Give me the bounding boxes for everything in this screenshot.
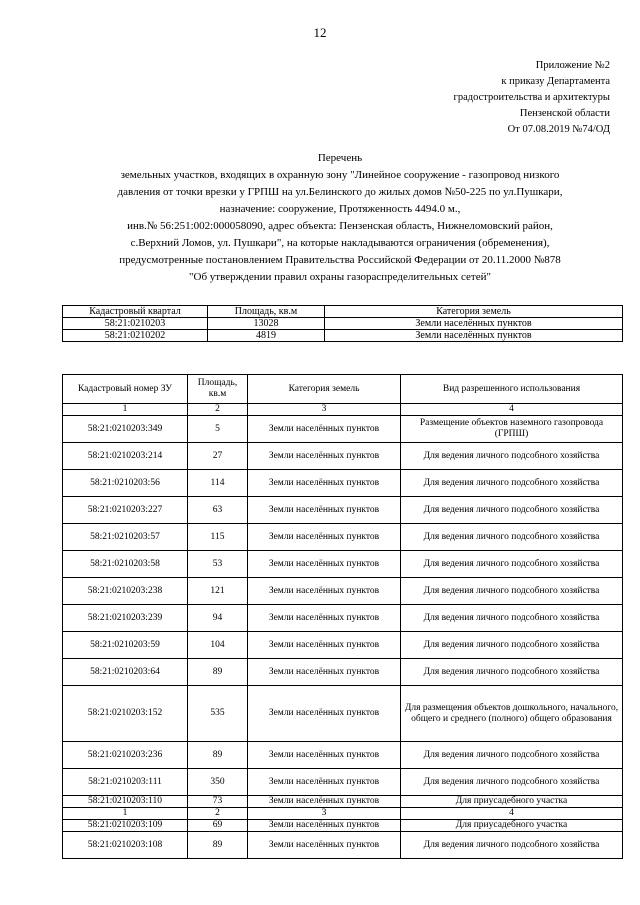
column-header: Площадь, кв.м	[188, 375, 248, 404]
cell-permitted-use: Размещение объектов наземного газопровода (ГРПШ)	[401, 416, 623, 443]
cell-area: 53	[188, 551, 248, 578]
table-row	[63, 497, 623, 524]
cell-cadastral-number: 58:21:0210203:110	[63, 796, 188, 808]
column-header: Кадастровый квартал	[63, 306, 208, 318]
cell-area: 13028	[208, 318, 325, 330]
document-heading	[60, 150, 620, 286]
cell-area: 89	[188, 832, 248, 859]
column-header: Вид разрешенного использования	[401, 375, 623, 404]
cell-permitted-use: Для ведения личного подсобного хозяйства	[401, 578, 623, 605]
heading-title: Перечень	[317, 152, 363, 164]
cell-permitted-use: Для приусадебного участка	[401, 796, 623, 808]
column-number: 4	[401, 404, 623, 416]
appendix-block	[454, 58, 610, 138]
cell-area: 89	[188, 742, 248, 769]
cell-permitted-use: Для ведения личного подсобного хозяйства	[401, 443, 623, 470]
cell-cadastral-number: 58:21:0210203:108	[63, 832, 188, 859]
cell-cadastral-number: 58:21:0210203:349	[63, 416, 188, 443]
cell-category: Земли населённых пунктов	[248, 524, 401, 551]
cell-cadastral-number: 58:21:0210203:239	[63, 605, 188, 632]
cell-cadastral-number: 58:21:0210203:236	[63, 742, 188, 769]
heading-line: земельных участков, входящих в охранную зону "Линейное сооружение - газопровод низкого	[120, 169, 560, 181]
table-row	[63, 318, 623, 330]
cell-cadastral-number: 58:21:0210203:227	[63, 497, 188, 524]
table-row	[63, 443, 623, 470]
heading-line: давления от точки врезки у ГРПШ на ул.Белинского до жилых домов №50-225 по ул.Пушкари,	[117, 186, 563, 198]
heading-line: инв.№ 56:251:002:000058090, адрес объекта: Пензенская область, Нижнеломовский район,	[127, 220, 553, 232]
column-number: 2	[188, 404, 248, 416]
table-row	[63, 659, 623, 686]
column-number: 2	[188, 808, 248, 820]
cell-category: Земли населённых пунктов	[325, 318, 623, 330]
cell-category: Земли населённых пунктов	[248, 659, 401, 686]
table-row	[63, 551, 623, 578]
cell-permitted-use: Для ведения личного подсобного хозяйства	[401, 659, 623, 686]
heading-line: с.Верхний Ломов, ул. Пушкари", на которые накладываются ограничения (обременения),	[130, 237, 550, 249]
cell-category: Земли населённых пунктов	[248, 832, 401, 859]
table-row	[63, 769, 623, 796]
cell-area: 63	[188, 497, 248, 524]
cell-area: 115	[188, 524, 248, 551]
appendix-line: градостроительства и архитектуры	[453, 92, 610, 103]
cell-area: 89	[188, 659, 248, 686]
cell-cadastral-number: 58:21:0210203:56	[63, 470, 188, 497]
table-row	[63, 470, 623, 497]
appendix-line: Приложение №2	[535, 60, 610, 71]
cell-area: 104	[188, 632, 248, 659]
heading-line: "Об утверждении правил охраны газораспределительных сетей"	[189, 271, 491, 283]
cell-permitted-use: Для ведения личного подсобного хозяйства	[401, 524, 623, 551]
cell-category: Земли населённых пунктов	[248, 632, 401, 659]
column-header: Кадастровый номер ЗУ	[63, 375, 188, 404]
column-number: 1	[63, 404, 188, 416]
table-header-row	[63, 306, 623, 318]
table-row	[63, 605, 623, 632]
cell-category: Земли населённых пунктов	[248, 470, 401, 497]
column-header: Категория земель	[248, 375, 401, 404]
cell-permitted-use: Для ведения личного подсобного хозяйства	[401, 742, 623, 769]
heading-line: предусмотренные постановлением Правительства Российской Федерации от 20.11.2000 №878	[119, 254, 561, 266]
cell-category: Земли населённых пунктов	[248, 796, 401, 808]
cell-category: Земли населённых пунктов	[248, 820, 401, 832]
cell-permitted-use: Для ведения личного подсобного хозяйства	[401, 497, 623, 524]
table-row	[63, 632, 623, 659]
column-header: Площадь, кв.м	[208, 306, 325, 318]
table-row	[63, 742, 623, 769]
cell-cadastral-number: 58:21:0210203:214	[63, 443, 188, 470]
table-row	[63, 416, 623, 443]
appendix-line: От 07.08.2019 №74/ОД	[507, 124, 610, 135]
cell-area: 94	[188, 605, 248, 632]
land-parcels-table	[62, 374, 623, 859]
cell-cadastral-number: 58:21:0210203:58	[63, 551, 188, 578]
cell-category: Земли населённых пунктов	[248, 578, 401, 605]
cell-category: Земли населённых пунктов	[248, 443, 401, 470]
cell-area: 27	[188, 443, 248, 470]
table-row	[63, 820, 623, 832]
cell-quarter: 58:21:0210202	[63, 330, 208, 342]
column-number: 3	[248, 404, 401, 416]
cell-permitted-use: Для ведения личного подсобного хозяйства	[401, 551, 623, 578]
cell-category: Земли населённых пунктов	[248, 551, 401, 578]
cell-permitted-use: Для ведения личного подсобного хозяйства	[401, 605, 623, 632]
column-number: 3	[248, 808, 401, 820]
column-number: 4	[401, 808, 623, 820]
cell-area: 4819	[208, 330, 325, 342]
cell-cadastral-number: 58:21:0210203:59	[63, 632, 188, 659]
cell-area: 69	[188, 820, 248, 832]
cell-cadastral-number: 58:21:0210203:109	[63, 820, 188, 832]
heading-line: назначение: сооружение, Протяженность 4494.0 м.,	[219, 203, 461, 215]
cell-area: 121	[188, 578, 248, 605]
column-header: Категория земель	[325, 306, 623, 318]
cell-cadastral-number: 58:21:0210203:57	[63, 524, 188, 551]
cell-cadastral-number: 58:21:0210203:111	[63, 769, 188, 796]
cell-permitted-use: Для ведения личного подсобного хозяйства	[401, 832, 623, 859]
cell-cadastral-number: 58:21:0210203:238	[63, 578, 188, 605]
table-row	[63, 524, 623, 551]
appendix-line: Пензенской области	[519, 108, 610, 119]
cell-category: Земли населённых пунктов	[248, 769, 401, 796]
cell-category: Земли населённых пунктов	[248, 605, 401, 632]
cell-area: 73	[188, 796, 248, 808]
cell-area: 535	[188, 686, 248, 742]
column-number-row	[63, 404, 623, 416]
table-row	[63, 578, 623, 605]
cell-category: Земли населённых пунктов	[248, 686, 401, 742]
cell-cadastral-number: 58:21:0210203:64	[63, 659, 188, 686]
table-row	[63, 832, 623, 859]
cell-quarter: 58:21:0210203	[63, 318, 208, 330]
cell-permitted-use: Для ведения личного подсобного хозяйства	[401, 632, 623, 659]
cell-area: 5	[188, 416, 248, 443]
table-header-row	[63, 375, 623, 404]
cell-permitted-use: Для приусадебного участка	[401, 820, 623, 832]
table-row	[63, 796, 623, 808]
cell-area: 350	[188, 769, 248, 796]
cell-permitted-use: Для ведения личного подсобного хозяйства	[401, 470, 623, 497]
cell-category: Земли населённых пунктов	[248, 497, 401, 524]
cadastral-quarters-table	[62, 305, 623, 342]
table-row	[63, 330, 623, 342]
cell-cadastral-number: 58:21:0210203:152	[63, 686, 188, 742]
column-number-row	[63, 808, 623, 820]
cell-area: 114	[188, 470, 248, 497]
cell-category: Земли населённых пунктов	[248, 742, 401, 769]
appendix-line: к приказу Департамента	[501, 76, 610, 87]
cell-permitted-use: Для ведения личного подсобного хозяйства	[401, 769, 623, 796]
page-number: 12	[313, 25, 327, 40]
cell-permitted-use: Для размещения объектов дошкольного, начального, общего и среднего (полного) общего образования	[401, 686, 623, 742]
parcels-table-body	[63, 404, 623, 859]
table-row	[63, 686, 623, 742]
column-number: 1	[63, 808, 188, 820]
cell-category: Земли населённых пунктов	[248, 416, 401, 443]
cell-category: Земли населённых пунктов	[325, 330, 623, 342]
